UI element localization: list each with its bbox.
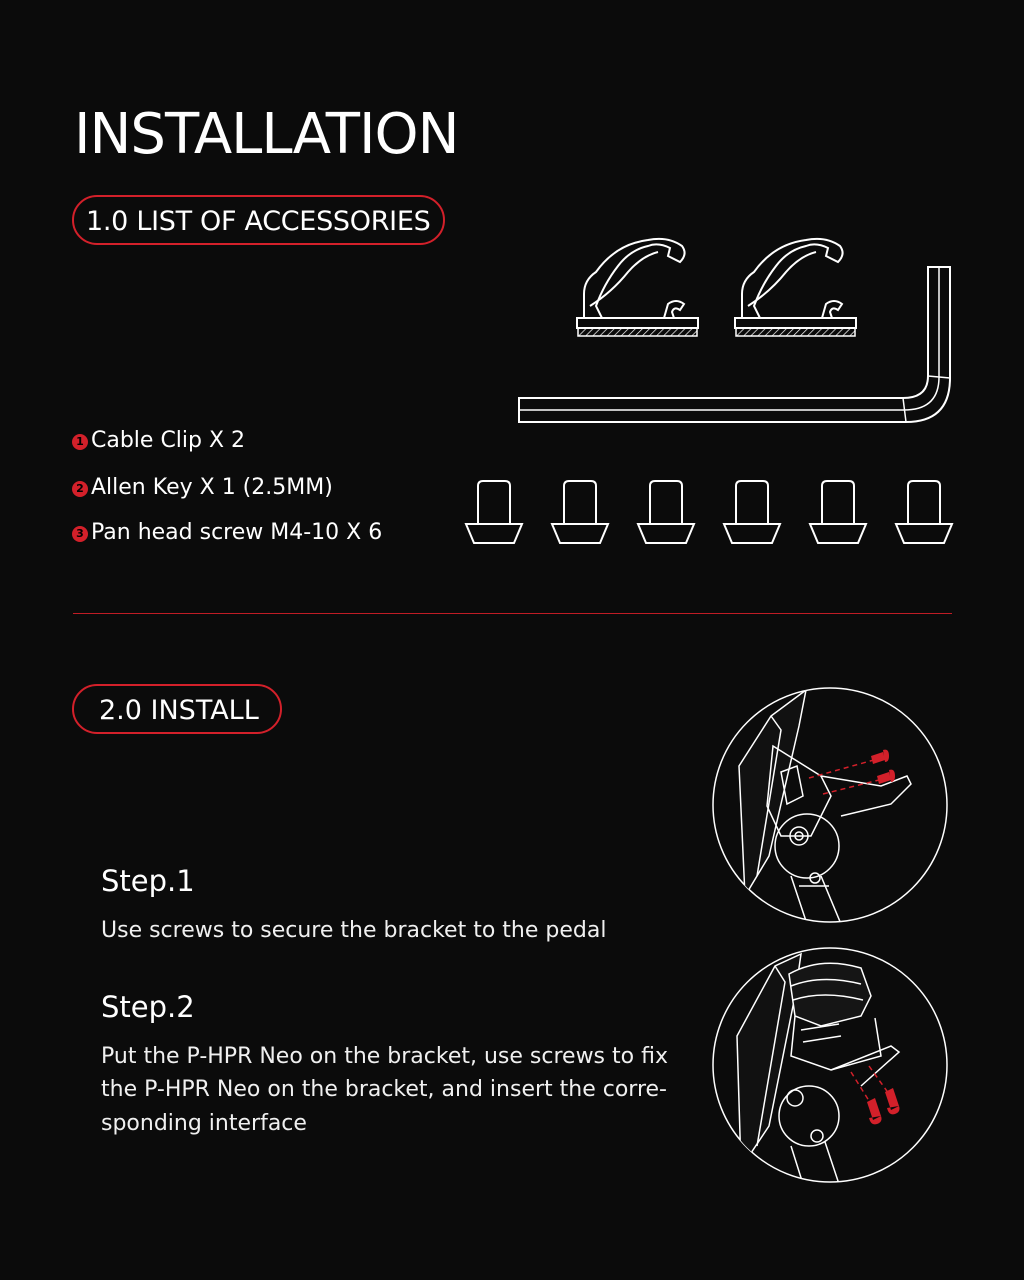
step-text: sponding interface bbox=[101, 1111, 307, 1136]
accessory-label: Cable Clip X 2 bbox=[91, 428, 246, 453]
screw-icon bbox=[465, 480, 523, 546]
step-text: Put the P-HPR Neo on the bracket, use screws to fix bbox=[101, 1044, 668, 1069]
accessory-label: Allen Key X 1 (2.5MM) bbox=[91, 475, 333, 500]
step-heading: Step.2 bbox=[101, 990, 195, 1024]
page-title: INSTALLATION bbox=[74, 102, 459, 167]
item-number-badge: 1 bbox=[72, 434, 88, 450]
step1-illustration bbox=[711, 686, 949, 924]
allen-key-icon bbox=[518, 266, 952, 424]
step-text: the P-HPR Neo on the bracket, and insert the corre- bbox=[101, 1077, 667, 1102]
step2-illustration bbox=[711, 946, 949, 1184]
accessories-section-label: 1.0 LIST OF ACCESSORIES bbox=[72, 195, 445, 245]
accessory-item bbox=[72, 426, 245, 456]
screw-icon bbox=[637, 480, 695, 546]
screw-icon bbox=[809, 480, 867, 546]
install-section-label: 2.0 INSTALL bbox=[72, 684, 282, 734]
accessory-item bbox=[72, 518, 382, 548]
step-heading: Step.1 bbox=[101, 864, 195, 898]
accessory-label: Pan head screw M4-10 X 6 bbox=[91, 520, 383, 545]
accessory-item bbox=[72, 473, 333, 503]
screw-icon bbox=[551, 480, 609, 546]
screw-icon bbox=[723, 480, 781, 546]
screw-icon bbox=[895, 480, 953, 546]
item-number-badge: 3 bbox=[72, 526, 88, 542]
section-divider bbox=[73, 613, 952, 614]
step-text: Use screws to secure the bracket to the pedal bbox=[101, 918, 607, 943]
item-number-badge: 2 bbox=[72, 481, 88, 497]
